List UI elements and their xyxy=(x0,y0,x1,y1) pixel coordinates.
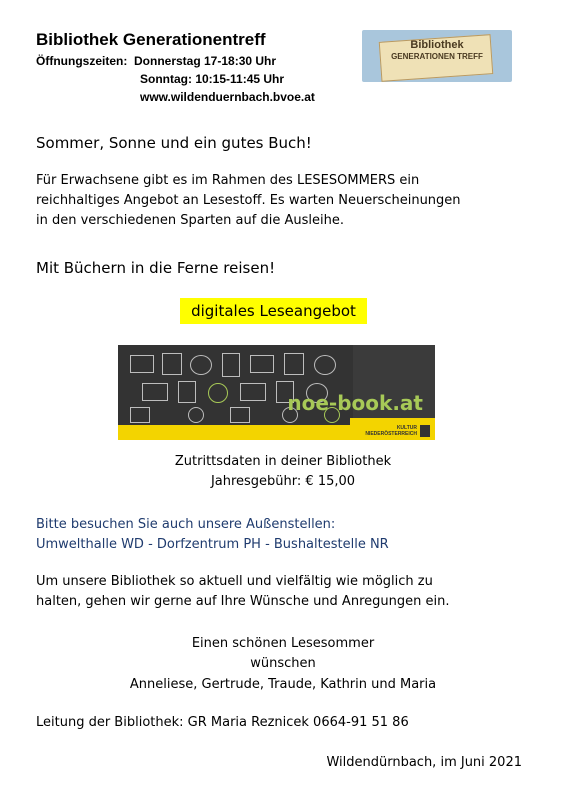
greeting-names: Anneliese, Gertrude, Traude, Kathrin und Maria xyxy=(129,677,437,692)
para-wishes-line2: halten, gehen wir gerne auf Ihre Wünsche und Anregungen ein. xyxy=(36,594,450,609)
kultur-noe-label: KULTUR NIEDERÖSTERREICH xyxy=(365,425,417,437)
sunday-hours: Sonntag: 10:15-11:45 Uhr xyxy=(140,72,285,86)
greeting-line2: wünschen xyxy=(250,656,316,671)
laptop-icon xyxy=(130,355,154,373)
open-book-icon xyxy=(240,383,266,401)
heading-summer: Sommer, Sonne und ein gutes Buch! xyxy=(36,134,312,152)
phone-icon xyxy=(178,381,196,403)
para-wishes-line1: Um unsere Bibliothek so aktuell und vielfältig wie möglich zu xyxy=(36,574,433,589)
branches-list: Umwelthalle WD - Dorfzentrum PH - Bushaltestelle NR xyxy=(36,537,389,552)
para-intro-line1: Für Erwachsene gibt es im Rahmen des LESESOMMERS ein xyxy=(36,173,420,188)
tablet-icon xyxy=(222,353,240,377)
logo-text-generationen: GENERATIONEN TREFF xyxy=(391,52,483,61)
website-link[interactable]: www.wildenduernbach.bvoe.at xyxy=(140,90,315,104)
book-icon xyxy=(130,407,150,423)
place-date: Wildendürnbach, im Juni 2021 xyxy=(326,755,522,770)
library-logo xyxy=(362,30,512,82)
headphones-icon xyxy=(314,355,336,375)
heading-travel: Mit Büchern in die Ferne reisen! xyxy=(36,259,276,277)
laptop-icon xyxy=(250,355,274,373)
library-leader: Leitung der Bibliothek: GR Maria Reznicek 0664-91 51 86 xyxy=(36,715,409,730)
para-intro-line2: reichhaltiges Angebot an Lesestoff. Es warten Neuerscheinungen xyxy=(36,193,461,208)
book-icon xyxy=(230,407,250,423)
kultur-logo-icon xyxy=(420,425,430,437)
open-book-icon xyxy=(142,383,168,401)
book-icon xyxy=(162,353,182,375)
greeting-line1: Einen schönen Lesesommer xyxy=(191,636,375,651)
digital-offer-label: digitales Leseangebot xyxy=(191,302,356,320)
headphones-icon xyxy=(190,355,212,375)
annual-fee: Jahresgebühr: € 15,00 xyxy=(210,474,356,489)
logo-text-bibliothek: Bibliothek xyxy=(410,39,464,51)
book-icon xyxy=(284,353,304,375)
owl-icon xyxy=(188,407,204,423)
globe-icon xyxy=(208,383,228,403)
para-intro-line3: in den verschiedenen Sparten auf die Ausleihe. xyxy=(36,213,344,228)
noe-book-banner[interactable] xyxy=(118,345,435,440)
opening-hours: Öffnungszeiten: Donnerstag 17-18:30 Uhr xyxy=(36,54,277,68)
noe-book-logo-text: noe-book.at xyxy=(287,391,423,415)
library-title: Bibliothek Generationentreff xyxy=(36,30,266,49)
branches-intro: Bitte besuchen Sie auch unsere Außenstellen: xyxy=(36,517,336,532)
access-data: Zutrittsdaten in deiner Bibliothek xyxy=(174,454,392,469)
